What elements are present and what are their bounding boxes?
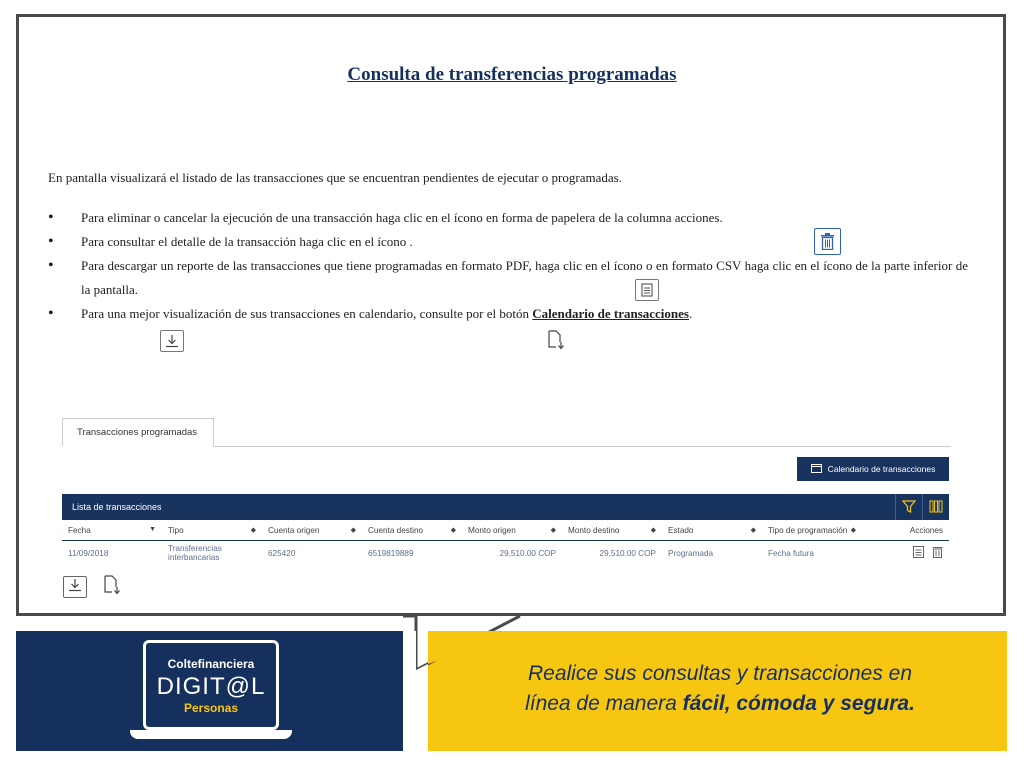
sort-icon: ◆ [850,526,856,534]
col-tipo-programacion[interactable]: Tipo de programación ◆ [762,520,862,541]
sort-icon: ◆ [350,526,356,534]
tab-divider [214,446,951,447]
instruction-download: • Para descargar un reporte de las transacciones que tiene programadas en formato PDF, haga clic en el ícono o en formato CSV haga clic en el ícono de la parte inferior de la pantalla. [48,254,968,302]
col-acciones: Acciones [862,520,949,541]
filter-icon [902,500,916,515]
csv-download-button[interactable] [101,576,123,598]
download-actions [63,576,123,598]
pdf-download-icon [67,578,83,597]
page-title: Consulta de transferencias programadas [347,64,677,85]
instruction-delete: • Para eliminar o cancelar la ejecución de una transacción haga clic en el ícono en forma de papelera de la columna acciones. [48,206,968,230]
transactions-panel [62,418,951,568]
sort-icon: ◆ [650,526,656,534]
table-row[interactable]: 11/09/2018 Transferencias interbancarias 625420 6519819889 29,510.00 COP 29,510.00 COP Programada Fecha futura [62,541,949,566]
transactions-table [62,520,949,565]
csv-download-icon [545,329,567,351]
columns-button[interactable] [922,494,949,520]
list-header-bar [62,494,949,520]
list-tools [895,494,949,520]
sort-desc-icon: ▼ [149,525,156,533]
instruction-detail: • Para consultar el detalle de la transacción haga clic en el ícono . [48,230,968,254]
col-estado[interactable]: Estado ◆ [662,520,762,541]
col-monto-destino[interactable]: Monto destino ◆ [562,520,662,541]
instruction-list [48,206,968,326]
sort-icon: ◆ [550,526,556,534]
col-tipo[interactable]: Tipo ◆ [162,520,262,541]
trash-icon[interactable] [932,551,943,560]
pdf-download-icon [160,330,184,352]
intro-text: En pantalla visualizará el listado de las transacciones que se encuentran pendientes de ejecutar o programadas. [48,170,622,185]
col-cuenta-destino[interactable]: Cuenta destino ◆ [362,520,462,541]
col-cuenta-origen[interactable]: Cuenta origen ◆ [262,520,362,541]
csv-download-icon [103,575,121,600]
detail-icon [635,279,659,301]
calendar-button[interactable] [797,457,949,481]
calendar-button-label: Calendario de transacciones [827,464,936,474]
pdf-download-button[interactable] [63,576,87,598]
calendar-link-text: Calendario de transacciones [532,306,689,321]
trash-icon [814,228,841,255]
laptop-screen: Coltefinanciera DIGIT@L Personas [143,640,279,730]
col-monto-origen[interactable]: Monto origen ◆ [462,520,562,541]
col-fecha[interactable]: Fecha ▼ [62,520,162,541]
detail-icon[interactable] [913,551,926,560]
list-title: Lista de transacciones [72,502,162,512]
table-header-row [62,520,949,541]
filter-button[interactable] [895,494,922,520]
slogan-text: Realice sus consultas y transacciones en línea de manera fácil, cómoda y segura. [525,662,915,715]
instruction-calendar: • Para una mejor visualización de sus transacciones en calendario, consulte por el botón Calendario de transacciones. [48,302,968,326]
row-actions [862,541,949,566]
sort-icon: ◆ [750,526,756,534]
sort-icon: ◆ [250,526,256,534]
brand-logo [130,640,292,744]
tab-transacciones-programadas[interactable]: Transacciones programadas [62,418,214,446]
sort-icon: ◆ [450,526,456,534]
columns-icon [929,500,943,515]
calendar-icon [811,463,822,475]
laptop-base [130,730,292,739]
